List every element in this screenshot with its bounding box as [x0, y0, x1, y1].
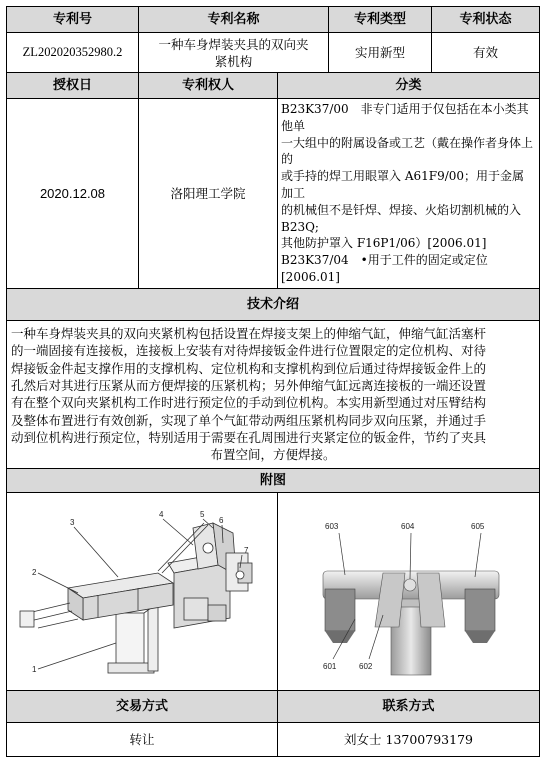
- callout-label: 7: [244, 545, 249, 555]
- intro-line: 的一端固接有连接板，连接板上安装有对待焊接钣金件进行位置限定的定位机构、对待: [11, 343, 487, 359]
- callout-label: 602: [358, 661, 372, 671]
- callout-label: 4: [159, 509, 164, 519]
- header-patent-name: 专利名称: [139, 7, 329, 33]
- figure-right-cell: [278, 492, 540, 690]
- contact-info: 刘女士 13700793179: [278, 722, 540, 756]
- class-line: B23K37/04 •用于工件的固定或定位[2006.01]: [281, 253, 488, 284]
- callout-label: 603: [324, 521, 338, 531]
- callout-label: 605: [470, 521, 484, 531]
- grant-date: 2020.12.08: [7, 99, 139, 289]
- header-contact: 联系方式: [278, 690, 540, 722]
- tech-intro-text: [7, 320, 540, 468]
- patent-sheet: [6, 6, 539, 757]
- patent-status: 有效: [432, 33, 540, 73]
- intro-line: 动到位机构进行预定位，特别适用于需要在孔周围进行夹紧定位的钣金件，节约了夹具: [11, 429, 487, 445]
- header-patent-status: 专利状态: [432, 7, 540, 33]
- header-patent-type: 专利类型: [329, 7, 432, 33]
- class-line: 的机械但不是钎焊、焊接、火焰切割机械的入 B23Q;: [281, 202, 522, 234]
- callout-label: 2: [32, 567, 37, 577]
- figure-left-cell: [7, 492, 278, 690]
- patent-name: [139, 33, 329, 73]
- intro-line: 布置空间，方便焊接。: [210, 447, 336, 463]
- patent-name-line-2: 紧机构: [214, 53, 253, 69]
- class-line: 一大组中的附属设备或工艺（戴在操作者身体上的: [281, 135, 534, 167]
- figures-heading: 附图: [7, 468, 540, 492]
- classification: [278, 99, 540, 289]
- class-line: 或手持的焊工用眼罩入 A61F9/00；用于金属加工: [281, 169, 525, 200]
- callout-label: 5: [200, 509, 205, 519]
- patent-name-line-1: 一种车身焊装夹具的双向夹: [158, 36, 309, 52]
- callout-label: 601: [322, 661, 336, 671]
- header-patentee: 专利权人: [139, 73, 278, 99]
- patent-table: [6, 6, 540, 757]
- header-grant-date: 授权日: [7, 73, 139, 99]
- intro-line: 有在整个双向夹紧机构工作时进行预定位的手动到位机构。本实用新型通过对压臂结构: [11, 395, 487, 411]
- patent-type: 实用新型: [329, 33, 432, 73]
- callout-label: 3: [70, 517, 75, 527]
- patent-no: ZL202020352980.2: [7, 33, 139, 73]
- header-patent-no: 专利号: [7, 7, 139, 33]
- callout-label: 604: [400, 521, 414, 531]
- trade-method: 转让: [7, 722, 278, 756]
- class-line: 其他防护罩入 F16P1/06）[2006.01]: [281, 236, 487, 251]
- intro-line: 孔然后对其进行压紧从而方便焊接的压紧机构；另外伸缩气缸远离连接板的一端还设置: [11, 377, 487, 393]
- class-line: B23K37/00 非专门适用于仅包括在本小类其他单: [281, 102, 529, 133]
- intro-line: 及整体布置进行有效创新，实现了单个气缸带动两组压紧机构同步双向压紧，并通过手: [11, 412, 487, 428]
- callout-label: 6: [219, 515, 224, 525]
- fixture-assembly-drawing: [8, 493, 276, 686]
- clamp-detail-drawing: [279, 493, 539, 686]
- callout-label: 1: [32, 664, 37, 674]
- header-trade-method: 交易方式: [7, 690, 278, 722]
- tech-intro-heading: 技术介绍: [7, 288, 540, 320]
- header-classification: 分类: [278, 73, 540, 99]
- patentee: 洛阳理工学院: [139, 99, 278, 289]
- intro-line: 一种车身焊装夹具的双向夹紧机构包括设置在焊接支架上的伸缩气缸，伸缩气缸活塞杆: [11, 326, 487, 342]
- intro-line: 焊接钣金件起支撑作用的支撑机构、定位机构和支撑机构到位后通过待焊接钣金件上的: [11, 360, 487, 376]
